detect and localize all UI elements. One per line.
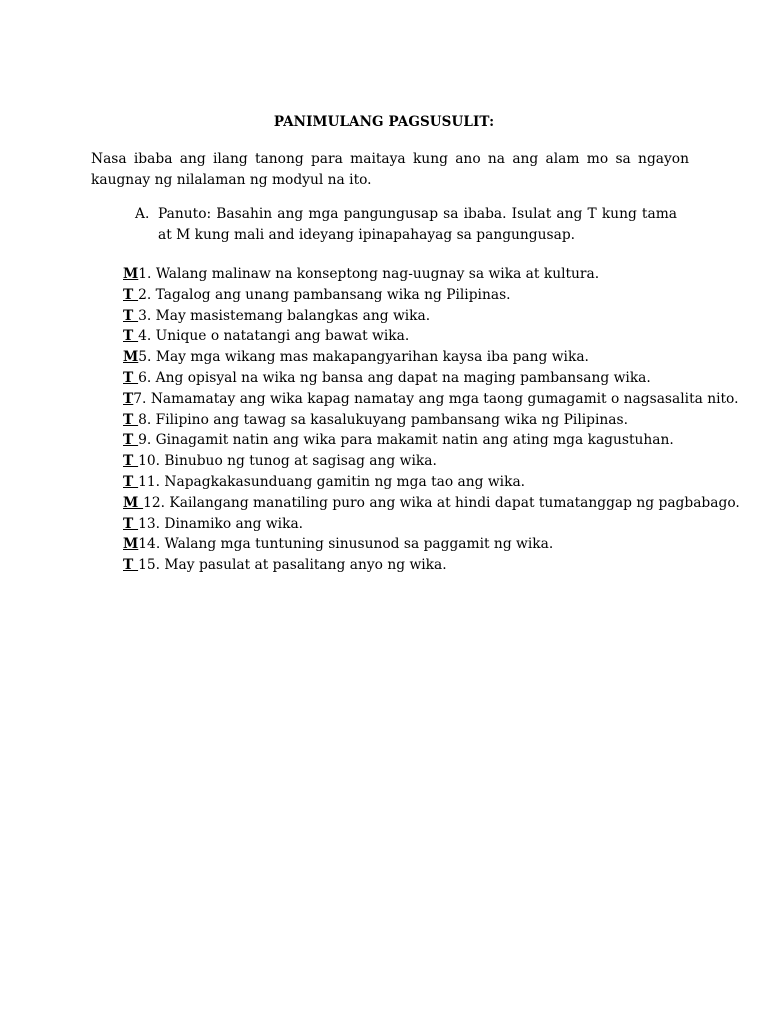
question-text: 3. May masistemang balangkas ang wika. <box>138 307 431 324</box>
question-text: 8. Filipino ang tawag sa kasalukuyang pambansang wika ng Pilipinas. <box>138 411 628 428</box>
answer-mark: M <box>123 536 139 553</box>
answer-mark: T <box>123 557 139 574</box>
instruction-block <box>135 204 677 246</box>
question-item <box>123 534 723 555</box>
question-item <box>123 514 723 535</box>
instruction-text: Panuto: Basahin ang mga pangungusap sa ibaba. Isulat ang T kung tama at M kung mali and ideyang ipinapahayag sa pangungusap. <box>158 206 677 243</box>
question-text: 11. Napagkakasunduang gamitin ng mga tao ang wika. <box>138 473 526 490</box>
question-text: 5. May mga wikang mas makapangyarihan kaysa iba pang wika. <box>138 349 589 366</box>
question-item <box>123 472 723 493</box>
page-title: PANIMULANG PAGSUSULIT: <box>273 114 495 130</box>
question-text: 4. Unique o natatangi ang bawat wika. <box>138 328 410 345</box>
answer-mark: T <box>123 515 139 532</box>
question-text: 6. Ang opisyal na wika ng bansa ang dapat na maging pambansang wika. <box>138 369 651 386</box>
answer-mark: T <box>123 390 134 407</box>
question-item <box>123 389 739 410</box>
question-item <box>123 306 723 327</box>
instruction-letter: A. <box>135 206 150 222</box>
question-list <box>123 264 740 576</box>
answer-mark: T <box>123 453 139 470</box>
question-text: 13. Dinamiko ang wika. <box>138 515 304 532</box>
question-item <box>123 410 723 431</box>
answer-mark: T <box>123 286 139 303</box>
question-text: 12. Kailangang manatiling puro ang wika at hindi dapat tumatanggap ng pagbabago. <box>143 494 740 511</box>
answer-mark: M <box>123 266 139 282</box>
question-text: 7. Namamatay ang wika kapag namatay ang mga taong gumagamit o nagsasalita nito. <box>133 390 739 407</box>
question-text: 2. Tagalog ang unang pambansang wika ng Pilipinas. <box>138 286 511 303</box>
answer-mark: M <box>123 349 139 366</box>
answer-mark: T <box>123 369 139 386</box>
answer-mark: T <box>123 411 139 428</box>
answer-mark: T <box>123 473 139 490</box>
question-item <box>123 368 723 389</box>
question-item <box>123 493 740 514</box>
answer-mark: T <box>123 328 139 345</box>
answer-mark: T <box>123 432 139 449</box>
intro-paragraph: Nasa ibaba ang ilang tanong para maitaya kung ano na ang alam mo sa ngayon kaugnay ng nilalaman ng modyul na ito. <box>91 151 689 188</box>
answer-mark: M <box>123 494 144 511</box>
question-text: 9. Ginagamit natin ang wika para makamit natin ang ating mga kagustuhan. <box>138 432 674 449</box>
question-item <box>123 430 723 451</box>
question-text: 10. Binubuo ng tunog at sagisag ang wika. <box>138 453 437 470</box>
question-item <box>123 264 723 285</box>
question-item <box>123 555 723 576</box>
question-item <box>123 347 723 368</box>
question-item <box>123 285 723 306</box>
question-text: 15. May pasulat at pasalitang anyo ng wika. <box>138 557 447 574</box>
question-item <box>123 451 723 472</box>
question-text: 14. Walang mga tuntuning sinusunod sa paggamit ng wika. <box>138 536 554 553</box>
question-text: 1. Walang malinaw na konseptong nag-uugnay sa wika at kultura. <box>138 266 600 282</box>
answer-mark: T <box>123 307 139 324</box>
question-item <box>123 326 723 347</box>
